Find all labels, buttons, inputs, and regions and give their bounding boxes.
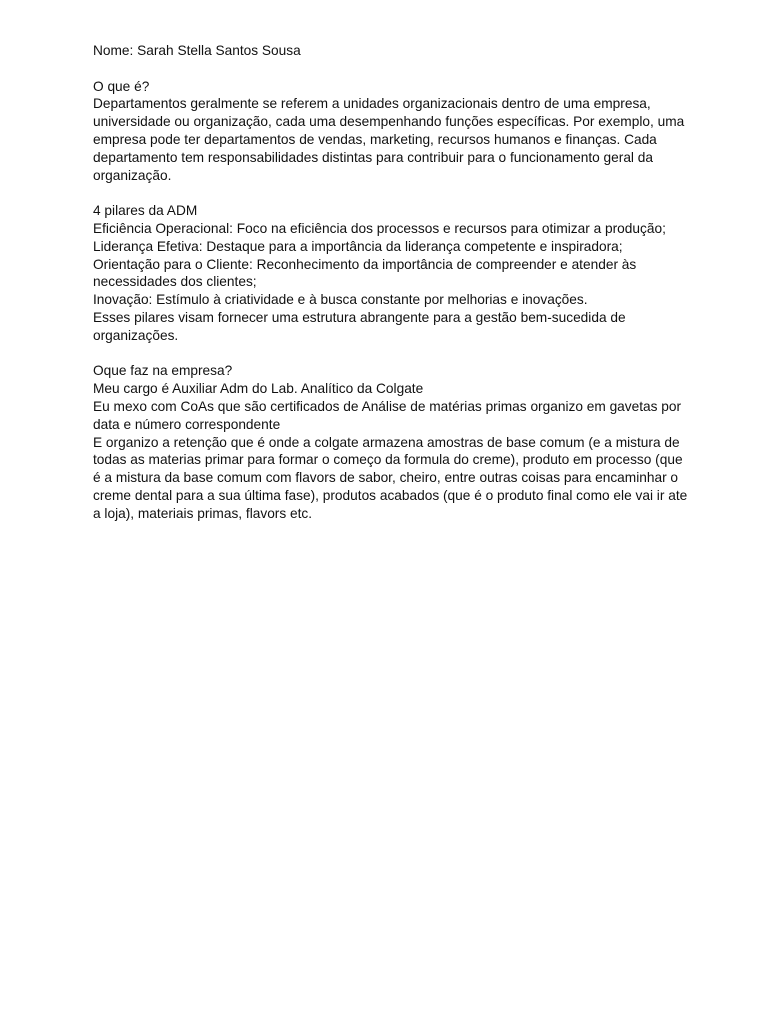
section-body-o-que-e: Departamentos geralmente se referem a unidades organizacionais dentro de uma empresa, universidade ou organização, cada uma desempenhando funções específicas. Por exemplo, uma empresa pode ter departamentos de vendas, marketing, recursos humanos e finanças. Cada departamento tem responsabilidades distintas para contribuir para o funcionamento geral da organização. (93, 96, 685, 183)
empresa-coas: Eu mexo com CoAs que são certificados de Análise de matérias primas organizo em gavetas por data e número correspondente (93, 398, 682, 432)
pilar-eficiencia: Eficiência Operacional: Foco na eficiência dos processos e recursos para otimizar a produção; (93, 220, 666, 236)
name-line: Nome: Sarah Stella Santos Sousa (93, 43, 301, 58)
paragraph-gap (93, 60, 693, 78)
document-body (93, 42, 693, 523)
section-heading-o-que-e: O que é? (93, 78, 150, 94)
pilar-lideranca: Liderança Efetiva: Destaque para a importância da liderança competente e inspiradora; (93, 238, 623, 254)
paragraph-gap (93, 345, 693, 363)
pilar-inovacao: Inovação: Estímulo à criatividade e à busca constante por melhorias e inovações. (93, 292, 588, 308)
empresa-retencao: E organizo a retenção que é onde a colgate armazena amostras de base comum (e a mistura de todas as materias primar para formar o começo da formula do creme), produto em processo (que é a mistura da base comum com flavors de sabor, cheiro, entre outras coisas para encaminhar o creme dental para a sua última fase), produtos acabados (que é o produto final como ele vai ir ate a loja), materiais primas, flavors etc. (93, 434, 688, 521)
empresa-cargo: Meu cargo é Auxiliar Adm do Lab. Analítico da Colgate (93, 381, 424, 397)
paragraph-gap (93, 184, 693, 202)
section-heading-pilares: 4 pilares da ADM (93, 203, 198, 219)
pilar-cliente: Orientação para o Cliente: Reconhecimento da importância de compreender e atender às necessidades dos clientes; (93, 256, 637, 290)
section-heading-empresa: Oque faz na empresa? (93, 363, 233, 379)
pilares-conclusao: Esses pilares visam fornecer uma estrutura abrangente para a gestão bem-sucedida de organizações. (93, 309, 626, 343)
